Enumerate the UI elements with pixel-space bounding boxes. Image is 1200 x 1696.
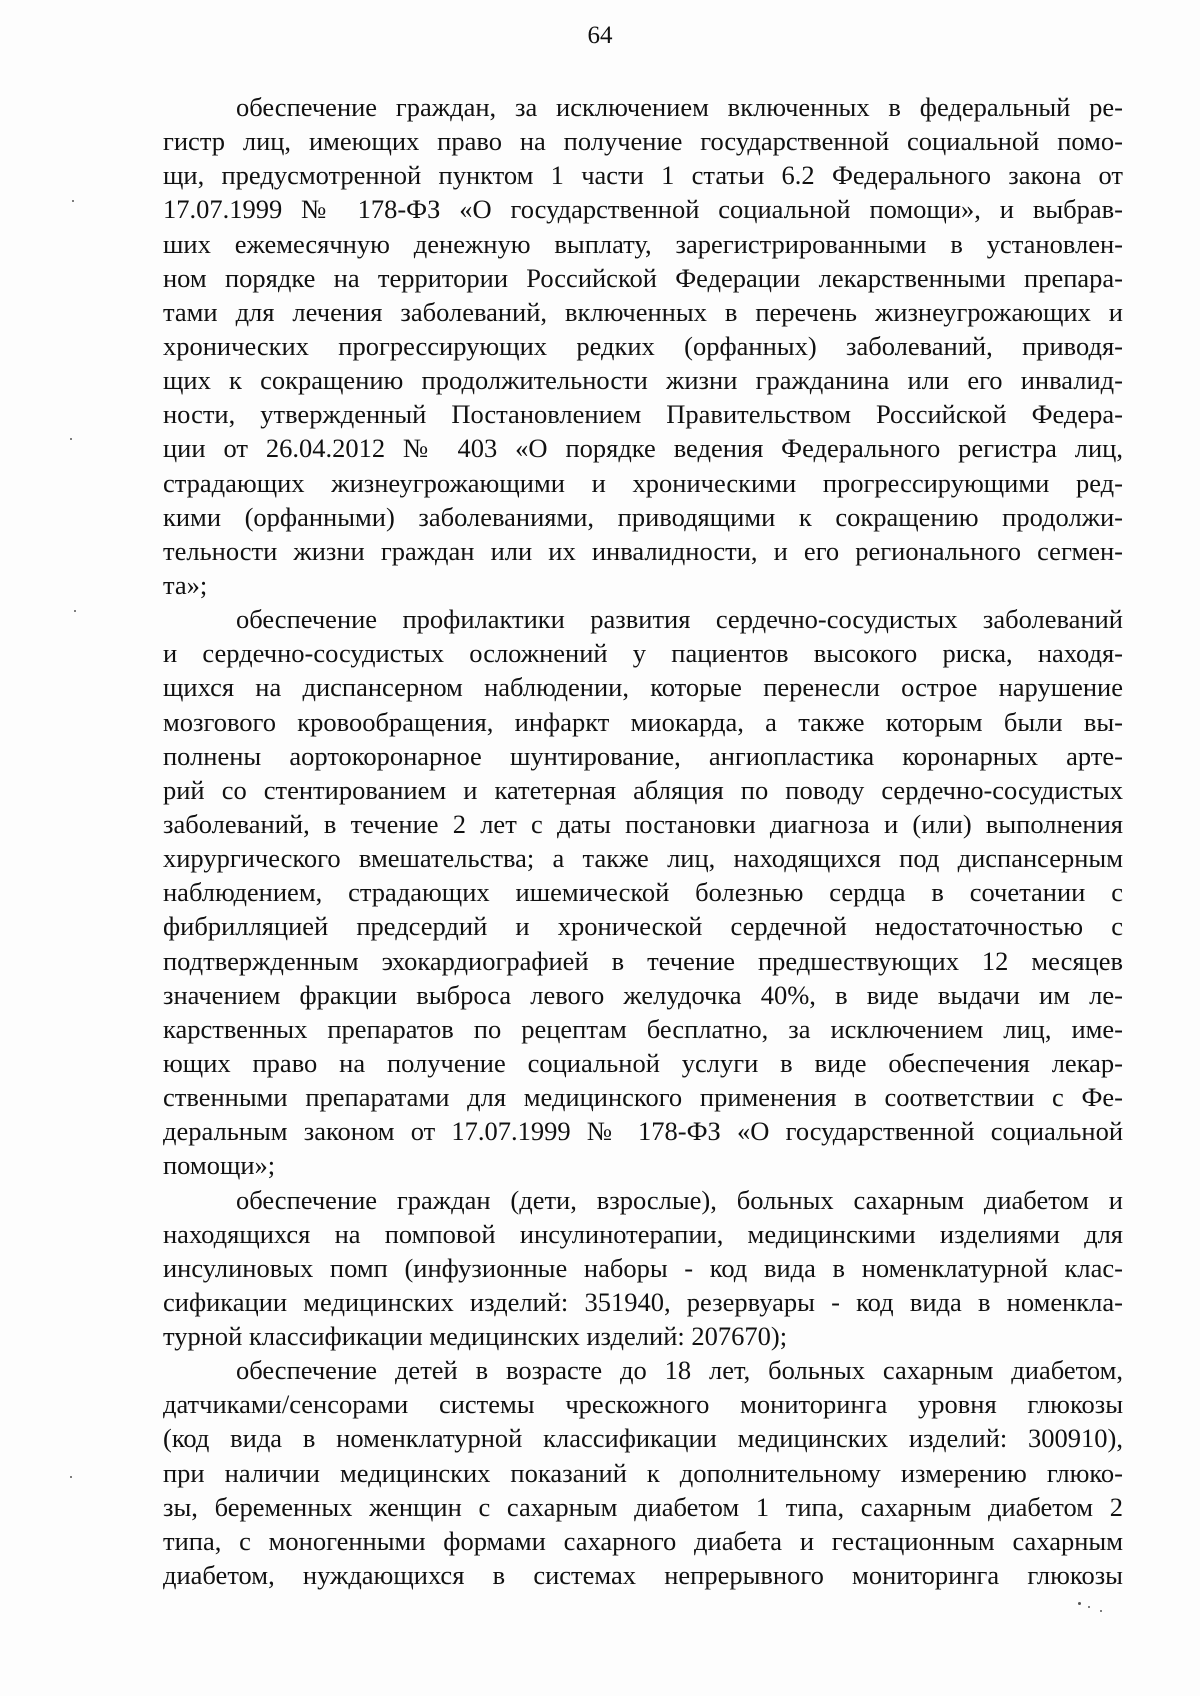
text-line: та»; <box>163 569 208 600</box>
text-line: щихся на диспансерном наблюдении, которые перенесли острое нарушение <box>163 672 1123 703</box>
page-number: 64 <box>587 22 613 49</box>
text-line: хронических прогрессирующих редких (орфанных) заболеваний, приводя- <box>163 330 1123 361</box>
text-line: щи, предусмотренной пунктом 1 части 1 статьи 6.2 Федерального закона от <box>163 160 1123 191</box>
text-line: турной классификации медицинских изделий: 207670); <box>163 1321 788 1352</box>
text-line: тельности жизни граждан или их инвалидности, и его регионального сегмен- <box>163 535 1123 566</box>
text-line: 17.07.1999 № 178-ФЗ «О государственной социальной помощи», и выбрав- <box>163 194 1123 225</box>
text-line: страдающих жизнеугрожающими и хроническими прогрессирующими ред- <box>163 467 1123 498</box>
text-line: ющих право на получение социальной услуги в виде обеспечения лекар- <box>163 1047 1123 1078</box>
body-text <box>163 90 1123 1592</box>
scan-speck <box>74 610 76 612</box>
text-line: деральным законом от 17.07.1999 № 178-ФЗ «О государственной социальной <box>163 1116 1123 1147</box>
text-line: при наличии медицинских показаний к дополнительному измерению глюко- <box>163 1457 1123 1488</box>
text-line: ших ежемесячную денежную выплату, зарегистрированными в установлен- <box>163 228 1123 259</box>
text-line: ции от 26.04.2012 № 403 «О порядке ведения Федерального регистра лиц, <box>163 433 1123 464</box>
text-line: обеспечение граждан (дети, взрослые), больных сахарным диабетом и <box>236 1184 1123 1215</box>
text-line: датчиками/сенсорами системы чрескожного мониторинга уровня глюкозы <box>163 1389 1123 1420</box>
text-line: заболеваний, в течение 2 лет с даты постановки диагноза и (или) выполнения <box>163 808 1123 839</box>
text-line: сификации медицинских изделий: 351940, резервуары - код вида в номенкла- <box>163 1286 1123 1317</box>
text-line: значением фракции выброса левого желудочка 40%, в виде выдачи им ле- <box>163 979 1123 1010</box>
text-line: мозгового кровообращения, инфаркт миокарда, а также которым были вы- <box>163 706 1123 737</box>
text-line: обеспечение детей в возрасте до 18 лет, больных сахарным диабетом, <box>236 1355 1123 1386</box>
scan-speck <box>1088 1606 1090 1608</box>
scan-speck <box>70 1476 72 1478</box>
text-line: подтвержденным эхокардиографией в течение предшествующих 12 месяцев <box>163 945 1123 976</box>
text-line: хирургического вмешательства; а также лиц, находящихся под диспансерным <box>163 843 1123 874</box>
text-line: зы, беременных женщин с сахарным диабетом 1 типа, сахарным диабетом 2 <box>163 1491 1123 1522</box>
text-line: обеспечение граждан, за исключением включенных в федеральный ре- <box>236 92 1123 122</box>
text-line: гистр лиц, имеющих право на получение государственной социальной помо- <box>163 126 1123 157</box>
text-line: инсулиновых помп (инфузионные наборы - код вида в номенклатурной клас- <box>163 1252 1123 1283</box>
text-line: фибрилляцией предсердий и хронической сердечной недостаточностью с <box>163 911 1123 942</box>
text-line: типа, с моногенными формами сахарного диабета и гестационным сахарным <box>163 1525 1123 1556</box>
scan-speck <box>1100 1610 1102 1612</box>
text-line: наблюдением, страдающих ишемической болезнью сердца в сочетании с <box>163 877 1123 908</box>
text-line: полнены аортокоронарное шунтирование, ангиопластика коронарных арте- <box>163 740 1123 771</box>
text-line: ственными препаратами для медицинского применения в соответствии с Фе- <box>163 1082 1123 1113</box>
text-line: и сердечно-сосудистых осложнений у пациентов высокого риска, находя- <box>163 638 1123 669</box>
scan-speck <box>72 200 74 202</box>
text-line: тами для лечения заболеваний, включенных в перечень жизнеугрожающих и <box>163 296 1123 327</box>
text-line: ности, утвержденный Постановлением Правительством Российской Федера- <box>163 399 1123 430</box>
text-line: диабетом, нуждающихся в системах непрерывного мониторинга глюкозы <box>163 1560 1123 1591</box>
text-line: (код вида в номенклатурной классификации медицинских изделий: 300910), <box>163 1423 1123 1454</box>
text-line: рий со стентированием и катетерная абляция по поводу сердечно-сосудистых <box>163 774 1123 805</box>
text-line: обеспечение профилактики развития сердечно-сосудистых заболеваний <box>236 604 1123 635</box>
text-line: щих к сокращению продолжительности жизни гражданина или его инвалид- <box>163 365 1123 396</box>
text-line: кими (орфанными) заболеваниями, приводящими к сокращению продолжи- <box>163 501 1123 532</box>
text-line: помощи»; <box>163 1150 276 1181</box>
scan-speck <box>70 438 72 440</box>
text-line: находящихся на помповой инсулинотерапии, медицинскими изделиями для <box>163 1218 1123 1249</box>
scan-speck <box>1078 1602 1081 1605</box>
text-line: карственных препаратов по рецептам бесплатно, за исключением лиц, име- <box>163 1013 1123 1044</box>
text-line: ном порядке на территории Российской Федерации лекарственными препара- <box>163 262 1123 293</box>
